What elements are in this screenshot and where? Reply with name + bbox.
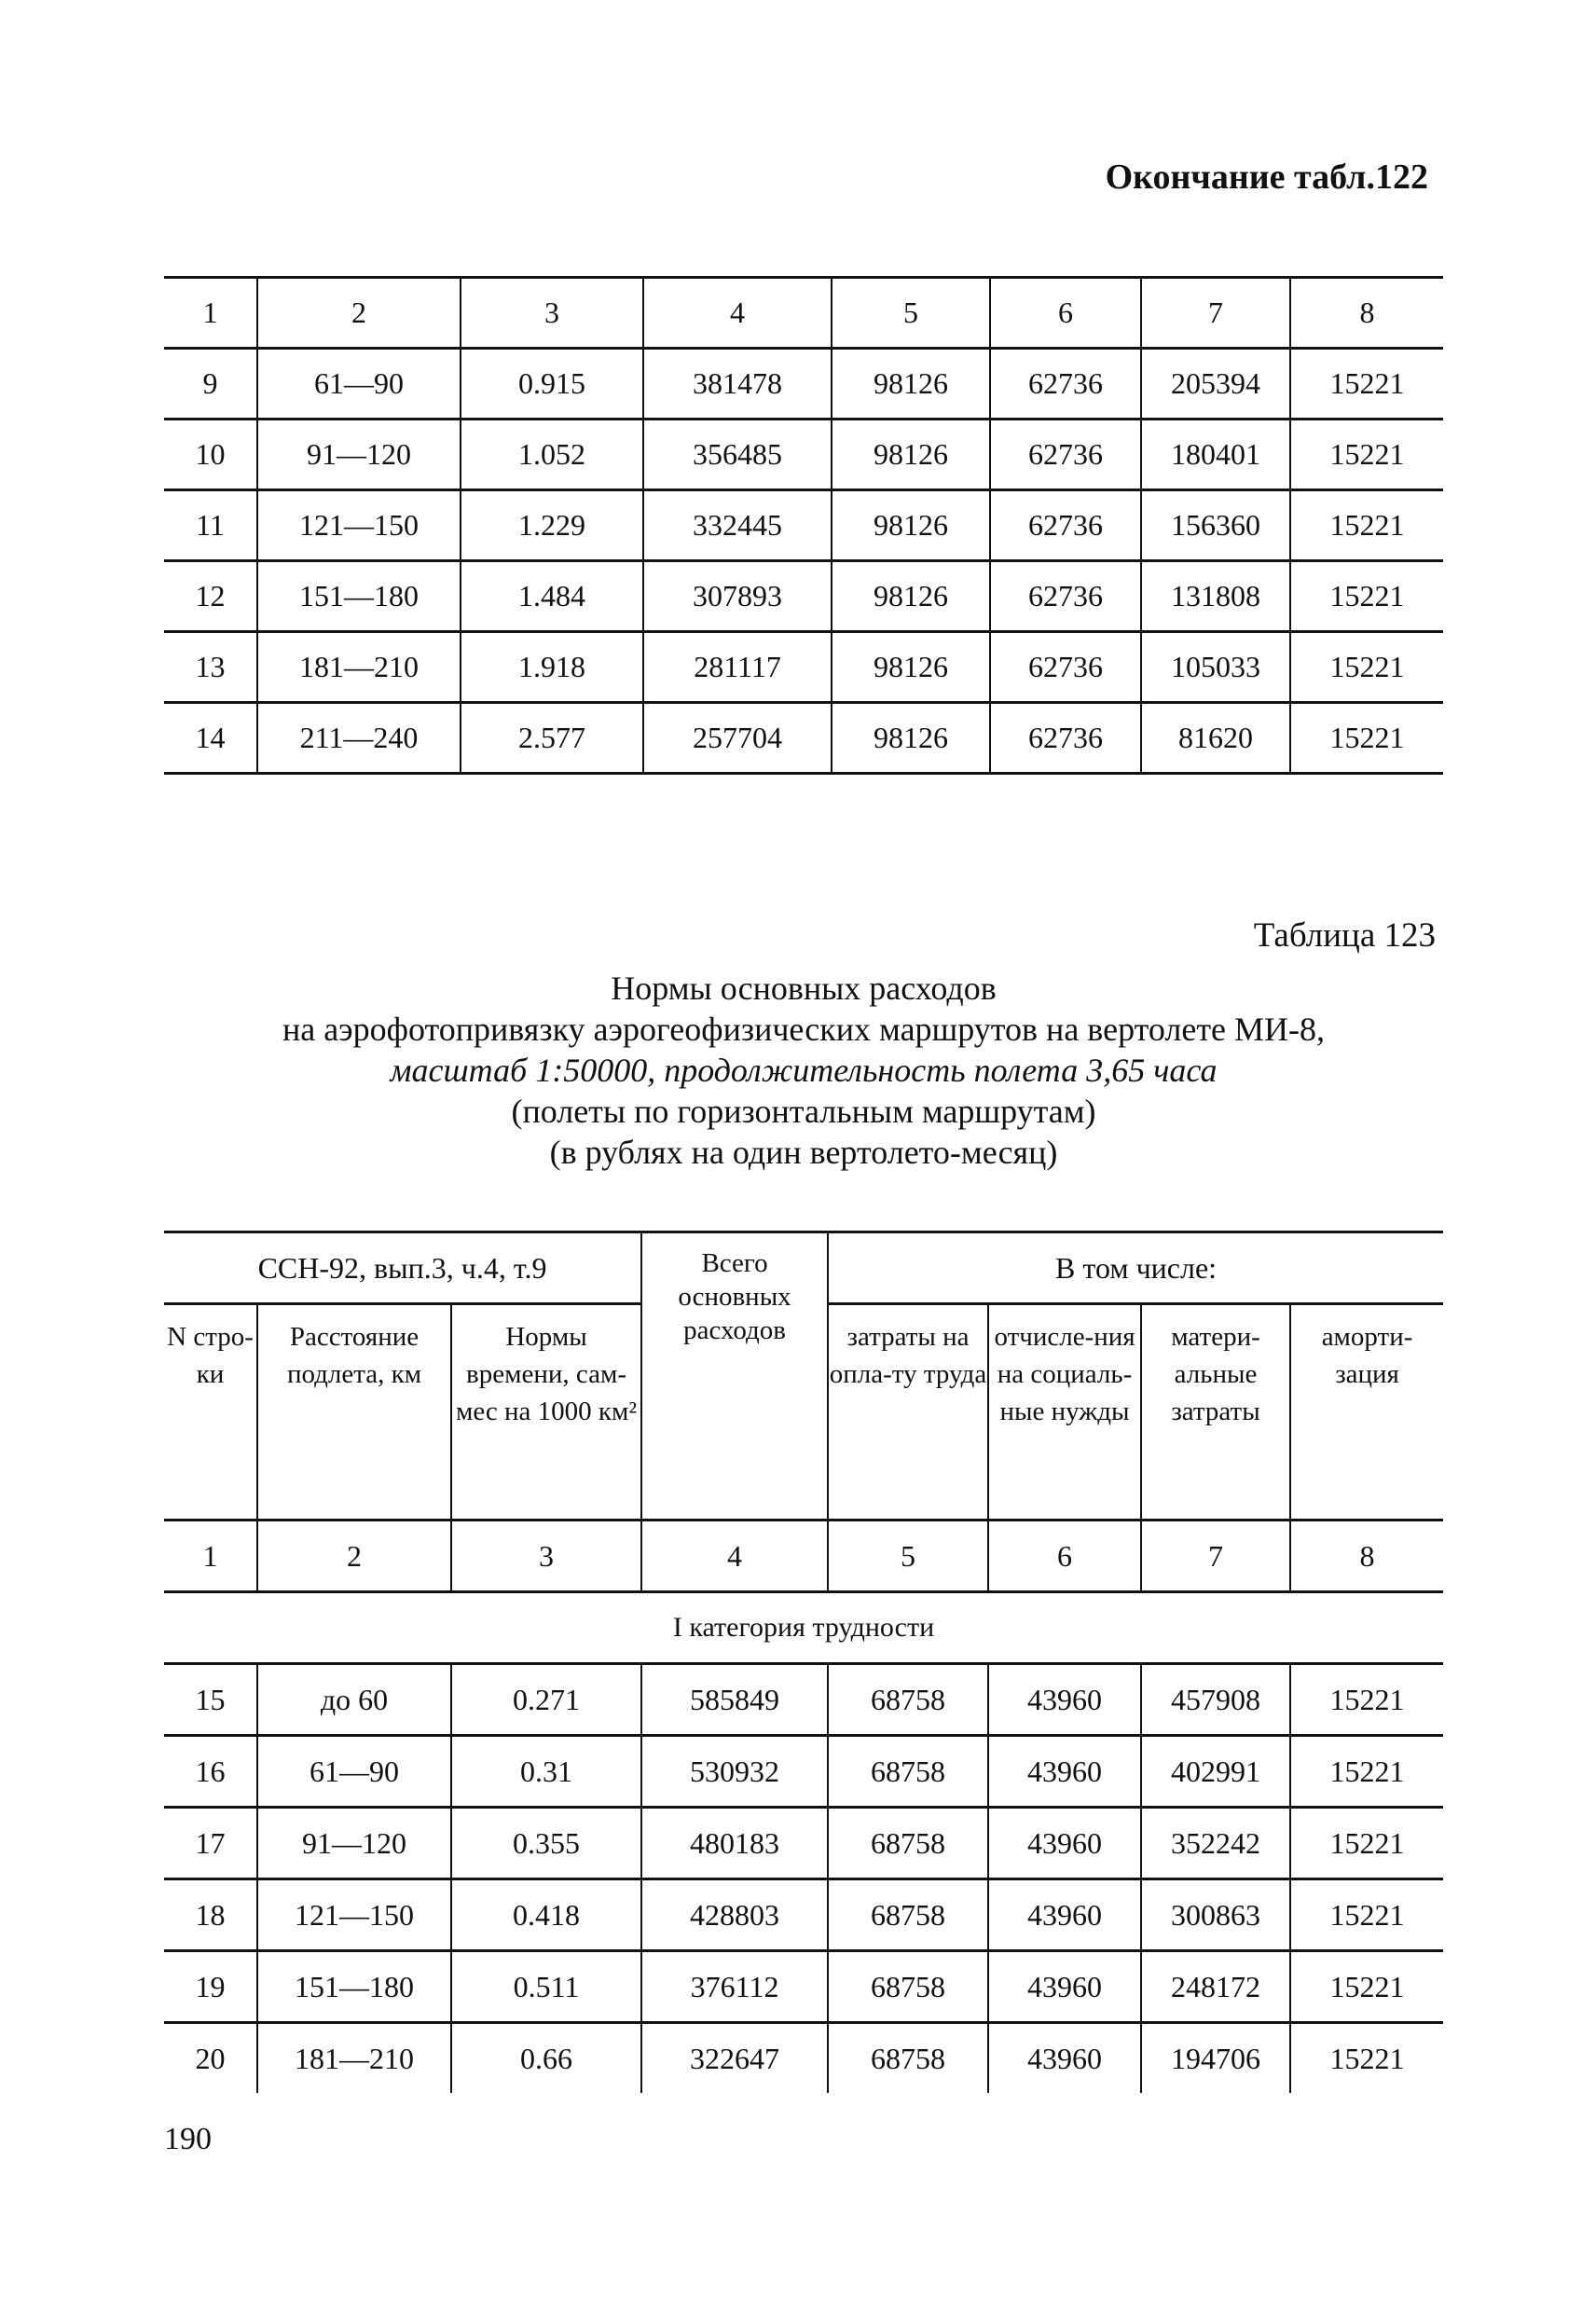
table-cell: 1.229 bbox=[461, 490, 643, 561]
header-material-cost: матери-альные затраты bbox=[1141, 1304, 1290, 1521]
table-cell: 205394 bbox=[1141, 349, 1290, 420]
header-ssn-group: ССН-92, вып.3, ч.4, т.9 bbox=[164, 1232, 641, 1304]
column-number: 8 bbox=[1290, 1521, 1443, 1592]
table-cell: 352242 bbox=[1141, 1808, 1290, 1879]
table-cell: 68758 bbox=[828, 1664, 988, 1736]
table-cell: 1.052 bbox=[461, 420, 643, 490]
table-cell: 402991 bbox=[1141, 1736, 1290, 1808]
table-cell: 91—120 bbox=[257, 420, 461, 490]
table-cell: 181—210 bbox=[257, 632, 461, 703]
table-cell: 300863 bbox=[1141, 1879, 1290, 1951]
table-cell: 98126 bbox=[832, 632, 990, 703]
table-cell: 98126 bbox=[832, 490, 990, 561]
table-cell: 10 bbox=[164, 420, 257, 490]
table-cell: 98126 bbox=[832, 420, 990, 490]
table-cell: 257704 bbox=[643, 703, 832, 774]
table-cell: 68758 bbox=[828, 1879, 988, 1951]
header-including: В том числе: bbox=[828, 1232, 1443, 1304]
table-cell: 68758 bbox=[828, 2023, 988, 2094]
table-cell: 62736 bbox=[990, 349, 1141, 420]
table-cell: 332445 bbox=[643, 490, 832, 561]
table-cell: 18 bbox=[164, 1879, 257, 1951]
table-cell: 156360 bbox=[1141, 490, 1290, 561]
column-number: 4 bbox=[643, 278, 832, 349]
title-line: Нормы основных расходов bbox=[611, 970, 997, 1007]
table-row bbox=[164, 1808, 1443, 1879]
header-distance: Расстояние подлета, км bbox=[257, 1304, 451, 1521]
table-cell: 43960 bbox=[988, 1664, 1141, 1736]
table-cell: 98126 bbox=[832, 703, 990, 774]
table-row bbox=[164, 420, 1443, 490]
table-cell: 1.484 bbox=[461, 561, 643, 632]
column-number-row bbox=[164, 278, 1443, 349]
table-cell: 15221 bbox=[1290, 1951, 1443, 2023]
table-cell: 68758 bbox=[828, 1808, 988, 1879]
table-cell: 43960 bbox=[988, 1951, 1141, 2023]
table-cell: 15221 bbox=[1290, 1664, 1443, 1736]
table-cell: 11 bbox=[164, 490, 257, 561]
table-cell: 480183 bbox=[641, 1808, 828, 1879]
column-number: 1 bbox=[164, 1521, 257, 1592]
table-cell: 43960 bbox=[988, 1736, 1141, 1808]
table-cell: 13 bbox=[164, 632, 257, 703]
table-123-number: Таблица 123 bbox=[1253, 916, 1436, 955]
table-cell: 248172 bbox=[1141, 1951, 1290, 2023]
table-cell: 307893 bbox=[643, 561, 832, 632]
table-row bbox=[164, 1879, 1443, 1951]
page-number: 190 bbox=[164, 2122, 212, 2156]
table-cell: 68758 bbox=[828, 1951, 988, 2023]
column-number: 6 bbox=[988, 1521, 1141, 1592]
table-cell: 43960 bbox=[988, 1808, 1141, 1879]
table-cell: 12 bbox=[164, 561, 257, 632]
table-cell: 585849 bbox=[641, 1664, 828, 1736]
column-number: 1 bbox=[164, 278, 257, 349]
table-cell: 15221 bbox=[1290, 1808, 1443, 1879]
table-cell: 376112 bbox=[641, 1951, 828, 2023]
table-cell: 131808 bbox=[1141, 561, 1290, 632]
table-cell: 194706 bbox=[1141, 2023, 1290, 2094]
table-cell: 15221 bbox=[1290, 420, 1443, 490]
table-cell: 62736 bbox=[990, 632, 1141, 703]
table-cell: 530932 bbox=[641, 1736, 828, 1808]
column-number: 5 bbox=[832, 278, 990, 349]
table-cell: 428803 bbox=[641, 1879, 828, 1951]
table-cell: 0.271 bbox=[451, 1664, 641, 1736]
table-cell: 19 bbox=[164, 1951, 257, 2023]
title-line: на аэрофотопривязку аэрогеофизических маршрутов на вертолете МИ-8, bbox=[282, 1011, 1326, 1048]
title-line: (в рублях на один вертолето-месяц) bbox=[549, 1134, 1058, 1171]
table-cell: 91—120 bbox=[257, 1808, 451, 1879]
table-cell: 0.66 bbox=[451, 2023, 641, 2094]
table-cell: 15221 bbox=[1290, 632, 1443, 703]
table-122-continuation bbox=[164, 276, 1443, 775]
table-row bbox=[164, 1736, 1443, 1808]
table-cell: 0.511 bbox=[451, 1951, 641, 2023]
column-number: 6 bbox=[990, 278, 1141, 349]
header-labor-cost: затраты на опла-ту труда bbox=[828, 1304, 988, 1521]
table-123 bbox=[164, 1231, 1443, 2093]
table-row bbox=[164, 1951, 1443, 2023]
table-row bbox=[164, 703, 1443, 774]
column-number: 2 bbox=[257, 1521, 451, 1592]
table-cell: 15221 bbox=[1290, 561, 1443, 632]
table-cell: 14 bbox=[164, 703, 257, 774]
header-time-norms: Нормы времени, сам-мес на 1000 км² bbox=[451, 1304, 641, 1521]
title-line: (полеты по горизонтальным маршрутам) bbox=[511, 1093, 1096, 1130]
table-cell: 15221 bbox=[1290, 349, 1443, 420]
table-cell: 151—180 bbox=[257, 561, 461, 632]
table-cell: 15221 bbox=[1290, 490, 1443, 561]
table-cell: 15221 bbox=[1290, 1736, 1443, 1808]
column-number: 2 bbox=[257, 278, 461, 349]
table-cell: 61—90 bbox=[257, 349, 461, 420]
table-cell: 15221 bbox=[1290, 2023, 1443, 2094]
column-number: 7 bbox=[1141, 278, 1290, 349]
header-total: Всего основных расходов bbox=[641, 1232, 828, 1521]
table-cell: 0.915 bbox=[461, 349, 643, 420]
table-row bbox=[164, 561, 1443, 632]
table-cell: 381478 bbox=[643, 349, 832, 420]
table-cell: 281117 bbox=[643, 632, 832, 703]
category-label: I категория трудности bbox=[164, 1592, 1443, 1664]
table-cell: 15221 bbox=[1290, 1879, 1443, 1951]
table-cell: 43960 bbox=[988, 2023, 1141, 2094]
column-number: 7 bbox=[1141, 1521, 1290, 1592]
table-123-title bbox=[164, 968, 1443, 1173]
table-cell: 151—180 bbox=[257, 1951, 451, 2023]
table-cell: 0.418 bbox=[451, 1879, 641, 1951]
table-cell: 62736 bbox=[990, 490, 1141, 561]
table-cell: до 60 bbox=[257, 1664, 451, 1736]
table-cell: 17 bbox=[164, 1808, 257, 1879]
table-cell: 68758 bbox=[828, 1736, 988, 1808]
column-number: 3 bbox=[461, 278, 643, 349]
header-social-contributions: отчисле-ния на социаль-ные нужды bbox=[988, 1304, 1141, 1521]
table-cell: 0.31 bbox=[451, 1736, 641, 1808]
continuation-title: Окончание табл.122 bbox=[1105, 158, 1428, 197]
table-row bbox=[164, 1664, 1443, 1736]
table-row bbox=[164, 490, 1443, 561]
table-cell: 2.577 bbox=[461, 703, 643, 774]
table-cell: 181—210 bbox=[257, 2023, 451, 2094]
table-cell: 105033 bbox=[1141, 632, 1290, 703]
table-cell: 62736 bbox=[990, 420, 1141, 490]
header-amortization: аморти-зация bbox=[1290, 1304, 1443, 1521]
category-row bbox=[164, 1592, 1443, 1664]
header-row-number: N стро-ки bbox=[164, 1304, 257, 1521]
table-row bbox=[164, 632, 1443, 703]
column-number: 3 bbox=[451, 1521, 641, 1592]
table-cell: 20 bbox=[195, 2041, 226, 2075]
column-number-row bbox=[164, 1521, 1443, 1592]
table-row bbox=[164, 349, 1443, 420]
table-cell: 98126 bbox=[832, 349, 990, 420]
table-cell: 43960 bbox=[988, 1879, 1141, 1951]
column-number: 5 bbox=[828, 1521, 988, 1592]
table-cell: 121—150 bbox=[257, 1879, 451, 1951]
table-cell: 15 bbox=[164, 1664, 257, 1736]
table-cell: 180401 bbox=[1141, 420, 1290, 490]
table-cell: 9 bbox=[164, 349, 257, 420]
table-cell: 322647 bbox=[641, 2023, 828, 2094]
table-cell: 356485 bbox=[643, 420, 832, 490]
table-cell: 15221 bbox=[1290, 703, 1443, 774]
table-cell: 16 bbox=[164, 1736, 257, 1808]
table-cell: 121—150 bbox=[257, 490, 461, 561]
table-cell: 61—90 bbox=[257, 1736, 451, 1808]
table-cell: 81620 bbox=[1141, 703, 1290, 774]
table-cell: 0.355 bbox=[451, 1808, 641, 1879]
table-cell: 1.918 bbox=[461, 632, 643, 703]
table-row bbox=[164, 2023, 1443, 2094]
table-cell: 98126 bbox=[832, 561, 990, 632]
table-cell: 62736 bbox=[990, 703, 1141, 774]
column-number: 4 bbox=[641, 1521, 828, 1592]
table-cell: 211—240 bbox=[257, 703, 461, 774]
title-line: масштаб 1:50000, продолжительность полета 3,65 часа bbox=[390, 1052, 1218, 1089]
column-number: 8 bbox=[1290, 278, 1443, 349]
table-cell: 62736 bbox=[990, 561, 1141, 632]
table-cell: 457908 bbox=[1141, 1664, 1290, 1736]
